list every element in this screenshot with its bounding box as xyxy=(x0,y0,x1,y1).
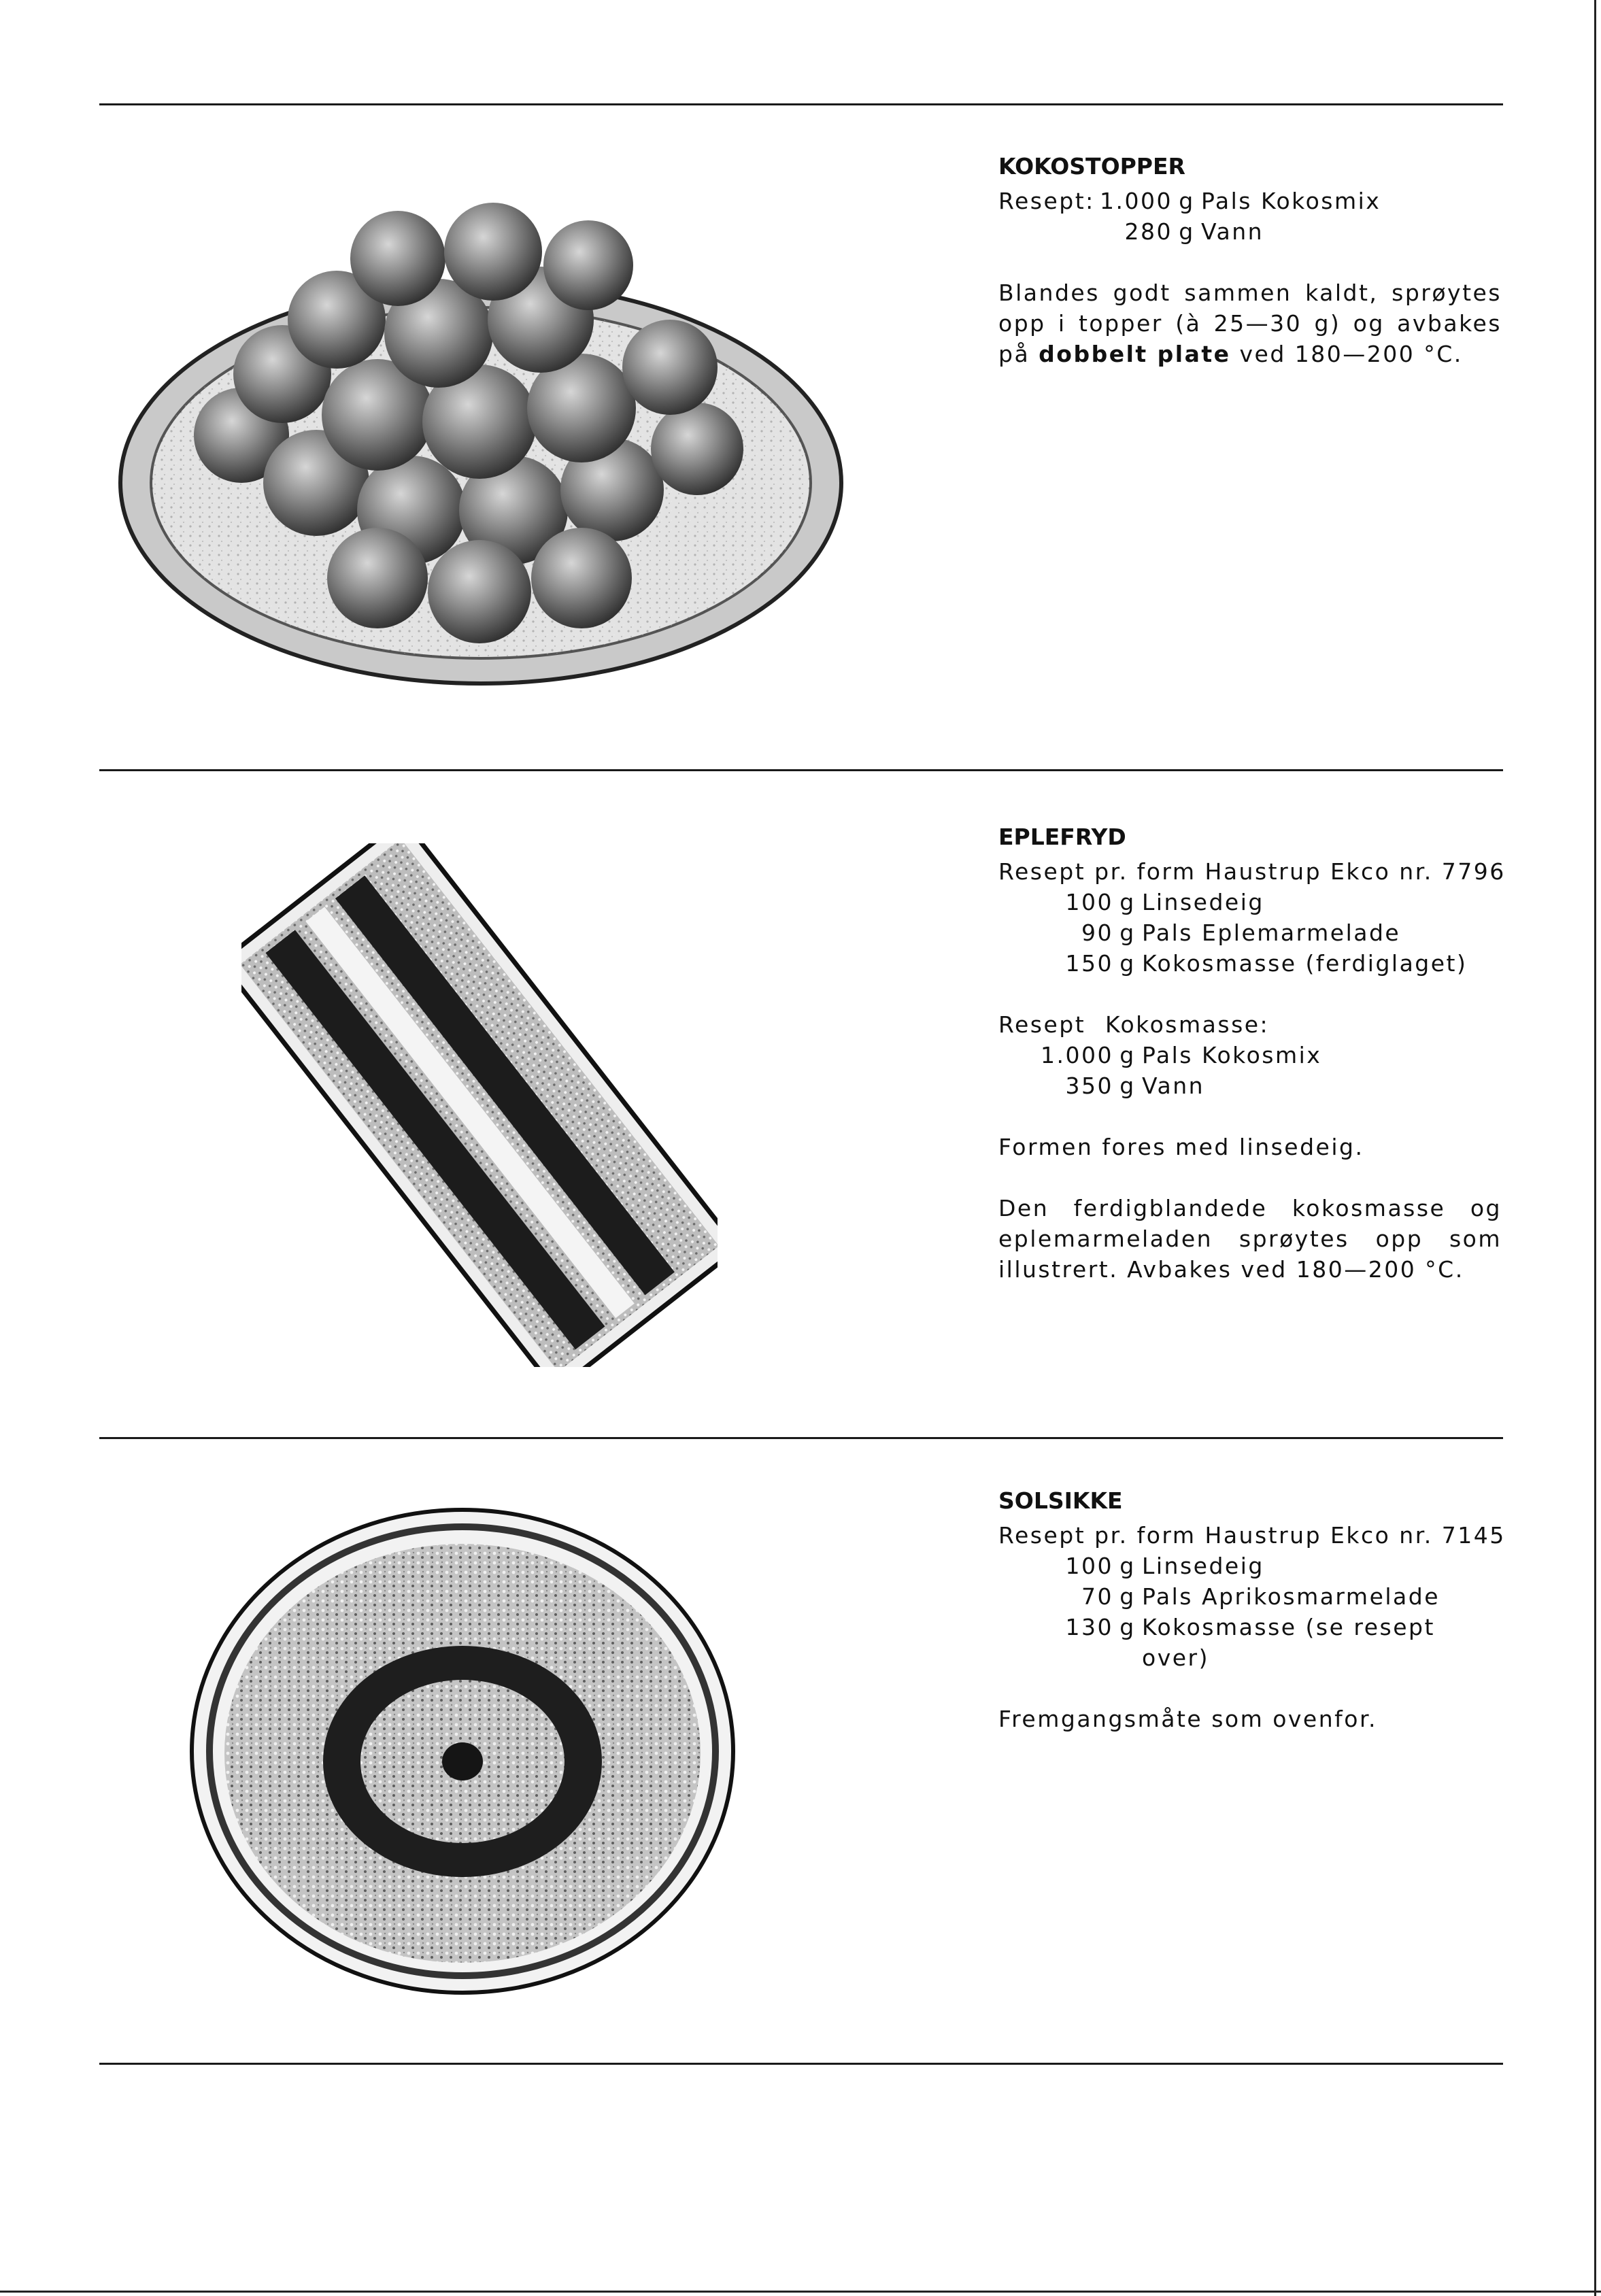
separator-top xyxy=(99,103,1503,105)
recipe-eplefryd xyxy=(998,822,1506,1285)
ingredient-unit: g xyxy=(1119,919,1136,946)
ingredient-name: Pals Eplemarmelade xyxy=(1142,919,1401,946)
recipe-step: Formen fores med linsedeig. xyxy=(998,1134,1364,1160)
ingredient-unit: g xyxy=(1119,1614,1136,1640)
ingredient-unit: g xyxy=(1119,1553,1136,1579)
ingredient-line xyxy=(998,1581,1506,1612)
ingredient-line xyxy=(998,1551,1506,1581)
kokostopper-photo xyxy=(112,190,850,694)
ingredient-name: Linsedeig xyxy=(1142,1553,1264,1579)
ingredient-amount: 1.000 xyxy=(1100,188,1173,214)
recipe-intro: Resept pr. form Haustrup Ekco nr. 7145 xyxy=(998,1522,1506,1549)
recipe-kokostopper xyxy=(998,151,1502,369)
ingredient-line xyxy=(998,917,1506,948)
recipe-method: Fremgangsmåte som ovenfor. xyxy=(998,1706,1377,1732)
separator-2 xyxy=(99,1437,1503,1439)
ingredient-amount: 130 xyxy=(1065,1614,1113,1640)
ingredient-amount: 1.000 xyxy=(1041,1042,1113,1068)
solsikke-photo xyxy=(187,1503,738,1999)
ingredient-line xyxy=(998,948,1506,979)
ingredient-line xyxy=(998,1070,1506,1101)
recipe-intro-label: Resept: xyxy=(998,188,1104,214)
ingredient-amount: 100 xyxy=(1065,889,1113,915)
ingredient-unit: g xyxy=(1119,950,1136,977)
recipe-title: KOKOSTOPPER xyxy=(998,153,1185,180)
page-edge-right xyxy=(1594,0,1596,2296)
ingredient-name: Kokosmasse (ferdiglaget) xyxy=(1142,950,1468,977)
ingredient-name: over) xyxy=(1142,1644,1209,1671)
ingredient-unit: g xyxy=(1179,218,1195,245)
recipe-title: EPLEFRYD xyxy=(998,824,1126,850)
ingredient-name: Vann xyxy=(1201,218,1264,245)
ingredient-amount: 70 xyxy=(1081,1583,1113,1610)
ingredient-unit: g xyxy=(1119,1583,1136,1610)
sub-recipe-title: Kokosmasse: xyxy=(1105,1011,1270,1038)
ingredient-name: Vann xyxy=(1142,1073,1205,1099)
ingredient-amount: 280 xyxy=(1124,218,1173,245)
ingredient-amount: 350 xyxy=(1065,1073,1113,1099)
ingredient-name: Pals Aprikosmarmelade xyxy=(1142,1583,1440,1610)
ingredient-amount: 90 xyxy=(1081,919,1113,946)
ingredient-name: Kokosmasse (se resept xyxy=(1142,1614,1435,1640)
ingredient-line xyxy=(998,1040,1506,1070)
ingredient-unit: g xyxy=(1179,188,1195,214)
sub-recipe-label: Resept xyxy=(998,1011,1086,1038)
ingredient-unit: g xyxy=(1119,1042,1136,1068)
ingredient-amount: 100 xyxy=(1065,1553,1113,1579)
ingredient-name: Linsedeig xyxy=(1142,889,1264,915)
separator-1 xyxy=(99,769,1503,771)
sub-recipe-heading xyxy=(998,1009,1506,1040)
ingredient-unit xyxy=(1113,1642,1142,1673)
recipe-step: Den ferdigblandede kokosmasse og eplemarmeladen sprøytes opp som illustrert. Avbakes ved 180—200 °C. xyxy=(998,1195,1502,1283)
emphasis: dobbelt plate xyxy=(1039,341,1231,367)
ingredient-line xyxy=(998,887,1506,917)
ingredient-unit: g xyxy=(1119,1073,1136,1099)
ingredient-amount xyxy=(998,1642,1113,1673)
ingredient-line xyxy=(998,1642,1506,1673)
separator-bottom xyxy=(99,2063,1503,2065)
eplefryd-photo xyxy=(241,843,718,1367)
recipe-title: SOLSIKKE xyxy=(998,1487,1123,1514)
recipe-intro: Resept pr. form Haustrup Ekco nr. 7796 xyxy=(998,858,1506,885)
ingredient-line xyxy=(998,1612,1506,1642)
recipe-solsikke xyxy=(998,1485,1506,1734)
ingredient-line xyxy=(998,186,1502,216)
recipe-method: Blandes godt sammen kaldt, sprøytes opp i topper (à 25—30 g) og avbakes på dobbelt plate ved 180—200 °C. xyxy=(998,280,1502,367)
ingredient-amount: 150 xyxy=(1065,950,1113,977)
ingredient-name: Pals Kokosmix xyxy=(1201,188,1381,214)
ingredient-unit: g xyxy=(1119,889,1136,915)
ingredient-name: Pals Kokosmix xyxy=(1142,1042,1322,1068)
ingredient-line xyxy=(998,216,1502,247)
page-edge-bottom xyxy=(0,2291,1601,2293)
